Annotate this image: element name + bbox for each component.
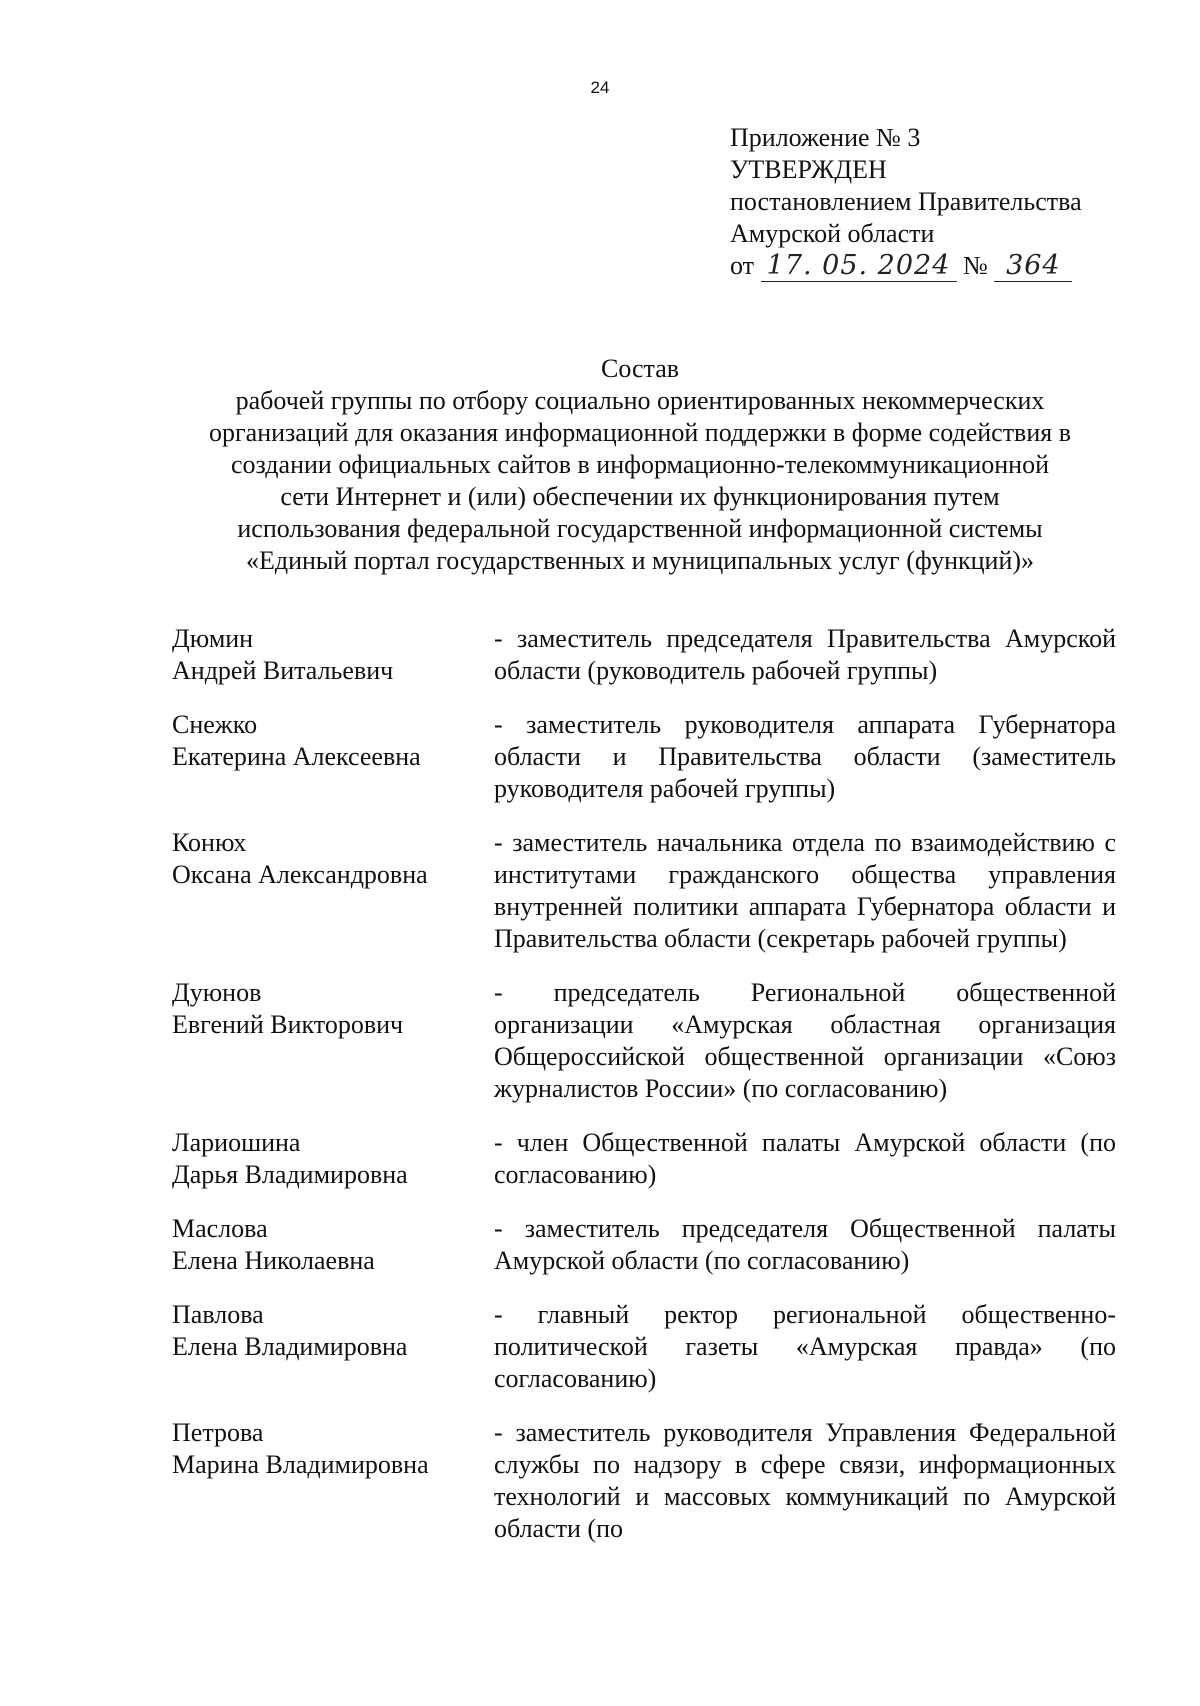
heading-line: использования федеральной государственной информационной системы xyxy=(237,514,1043,543)
member-entry xyxy=(172,623,1122,687)
member-surname: Дюмин xyxy=(172,624,254,653)
approved-label: УТВЕРЖДЕН xyxy=(730,155,887,184)
member-entry xyxy=(172,1417,1122,1545)
number-prefix: № xyxy=(963,251,988,280)
member-name xyxy=(172,709,494,805)
member-role: - заместитель начальника отдела по взаимодействию с институтами гражданского общества управления внутренней политики аппарата Губернатора области и Правительства области (секретарь рабочей группы) xyxy=(494,828,1116,953)
approved-by-line-1: постановлением Правительства xyxy=(730,187,1082,216)
member-surname: Снежко xyxy=(172,710,258,739)
member-given-names: Екатерина Алексеевна xyxy=(172,742,421,771)
members-list xyxy=(172,623,1122,1567)
member-given-names: Евгений Викторович xyxy=(172,1010,404,1039)
member-name xyxy=(172,1299,494,1395)
member-entry xyxy=(172,977,1122,1105)
page-number: 24 xyxy=(590,78,610,97)
member-surname: Петрова xyxy=(172,1418,264,1447)
member-name xyxy=(172,977,494,1105)
member-given-names: Марина Владимировна xyxy=(172,1450,429,1479)
member-surname: Маслова xyxy=(172,1214,268,1243)
heading-line: сети Интернет и (или) обеспечении их функционирования путем xyxy=(280,482,1000,511)
member-given-names: Елена Владимировна xyxy=(172,1332,408,1361)
member-role: - член Общественной палаты Амурской области (по согласованию) xyxy=(494,1128,1116,1189)
member-surname: Лариошина xyxy=(172,1128,301,1157)
member-role: - главный ректор региональной общественно-политической газеты «Амурская правда» (по согласованию) xyxy=(494,1300,1116,1393)
member-given-names: Оксана Александровна xyxy=(172,860,428,889)
heading-subtitle xyxy=(150,385,1130,577)
heading-line: создании официальных сайтов в информационно-телекоммуникационной xyxy=(230,450,1050,479)
member-surname: Дуюнов xyxy=(172,978,262,1007)
handwritten-number: 364 xyxy=(994,251,1072,282)
appendix-label: Приложение № 3 xyxy=(730,123,921,152)
member-entry xyxy=(172,1213,1122,1277)
approval-block xyxy=(730,122,1170,282)
heading-line: организаций для оказания информационной поддержки в форме содействия в xyxy=(209,418,1071,447)
member-entry xyxy=(172,827,1122,955)
handwritten-date: 17. 05. 2024 xyxy=(761,251,957,282)
member-name xyxy=(172,1127,494,1191)
heading-line: «Единый портал государственных и муниципальных услуг (функций)» xyxy=(245,546,1035,575)
approved-by-line-2: Амурской области xyxy=(730,219,935,248)
heading-title: Состав xyxy=(600,354,680,383)
member-name xyxy=(172,827,494,955)
member-role: - заместитель председателя Правительства Амурской области (руководитель рабочей группы) xyxy=(494,624,1116,685)
heading-line: рабочей группы по отбору социально ориентированных некоммерческих xyxy=(235,386,1045,415)
date-prefix: от xyxy=(730,251,755,280)
member-role: - заместитель руководителя Управления Федеральной службы по надзору в сфере связи, информационных технологий и массовых коммуникаций по Амурской области (по xyxy=(494,1418,1116,1543)
member-name xyxy=(172,623,494,687)
member-role: - заместитель председателя Общественной палаты Амурской области (по согласованию) xyxy=(494,1214,1116,1275)
member-entry xyxy=(172,1127,1122,1191)
member-role: - заместитель руководителя аппарата Губернатора области и Правительства области (заместитель руководителя рабочей группы) xyxy=(494,710,1116,803)
member-surname: Конюх xyxy=(172,828,247,857)
member-name xyxy=(172,1213,494,1277)
approval-date-number-line xyxy=(730,250,1170,282)
member-role: - председатель Региональной общественной организации «Амурская областная организация Общероссийской общественной организации «Союз журналистов России» (по согласованию) xyxy=(494,978,1116,1103)
member-surname: Павлова xyxy=(172,1300,264,1329)
member-given-names: Дарья Владимировна xyxy=(172,1160,408,1189)
document-heading xyxy=(150,353,1130,577)
member-name xyxy=(172,1417,494,1545)
member-entry xyxy=(172,709,1122,805)
member-entry xyxy=(172,1299,1122,1395)
member-given-names: Елена Николаевна xyxy=(172,1246,375,1275)
member-given-names: Андрей Витальевич xyxy=(172,656,394,685)
